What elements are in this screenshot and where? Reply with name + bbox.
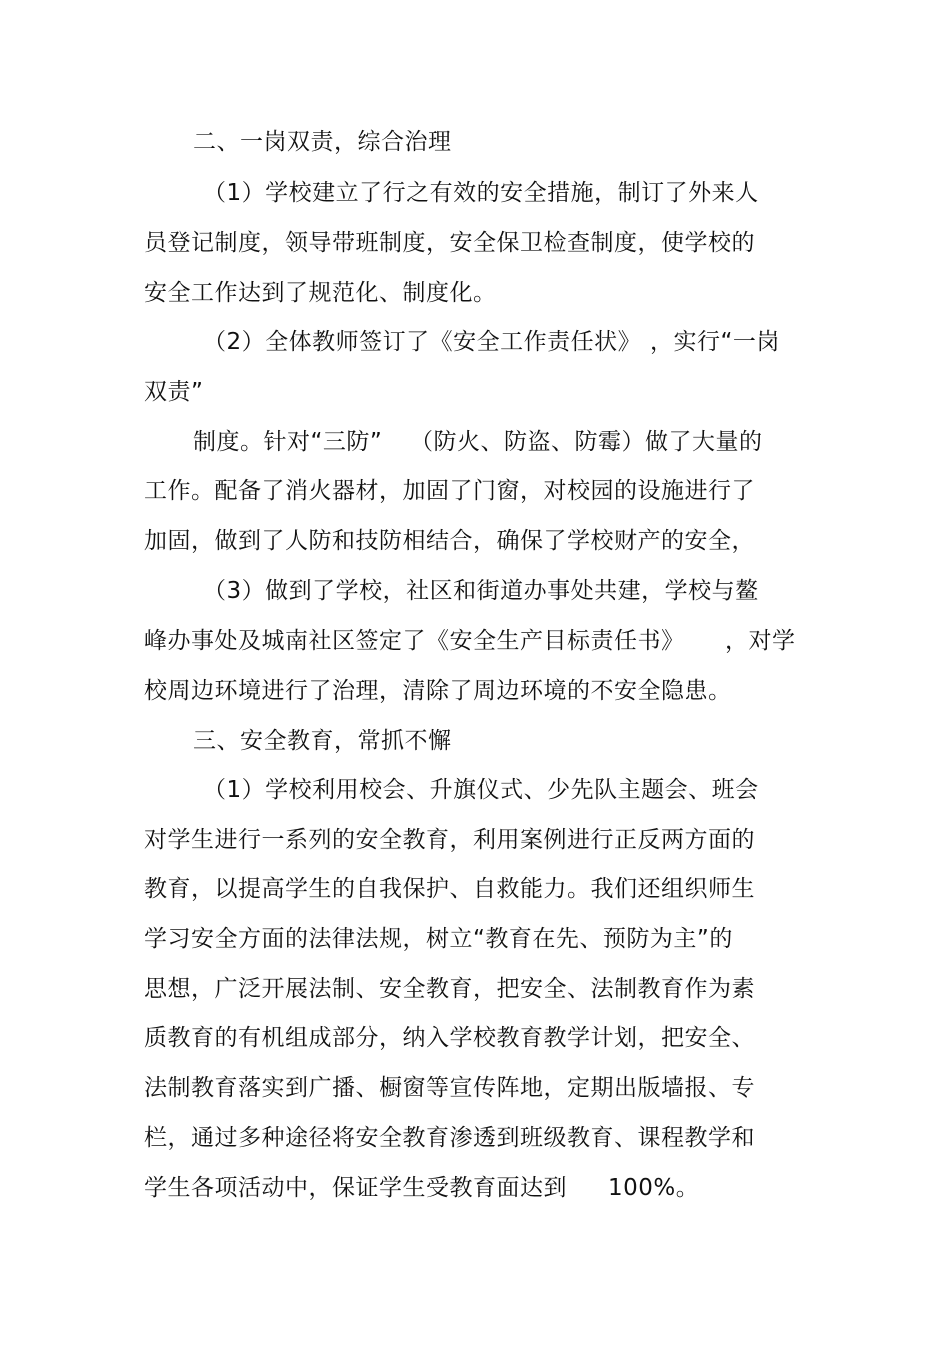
paragraph-line-fragment: （防火、防盗、防霉）做了大量的 bbox=[410, 429, 763, 455]
paragraph-line: 峰办事处及城南社区签定了《安全生产目标责任书》 bbox=[144, 628, 685, 654]
paragraph-line: 思想，广泛开展法制、安全教育，把安全、法制教育作为素 bbox=[144, 976, 755, 1002]
paragraph-line: （3）做到了学校，社区和街道办事处共建，学校与鳌 bbox=[203, 578, 759, 604]
paragraph-line: 双责” bbox=[144, 379, 204, 405]
section-heading-3: 三、安全教育，常抓不懈 bbox=[193, 728, 452, 754]
paragraph-line: 安全工作达到了规范化、制度化。 bbox=[144, 280, 497, 306]
paragraph-line: （1）学校利用校会、升旗仪式、少先队主题会、班会 bbox=[203, 777, 759, 803]
paragraph-line-fragment: ，实行“一岗 bbox=[650, 329, 780, 355]
paragraph-line: 教育，以提高学生的自我保护、自救能力。我们还组织师生 bbox=[144, 876, 755, 902]
section-heading-2: 二、一岗双责，综合治理 bbox=[193, 129, 452, 155]
paragraph-line: （1）学校建立了行之有效的安全措施，制订了外来人 bbox=[203, 180, 759, 206]
paragraph-line: 校周边环境进行了治理，清除了周边环境的不安全隐患。 bbox=[144, 678, 732, 704]
paragraph-line-fragment: 100%。 bbox=[608, 1175, 700, 1201]
paragraph-line-fragment: ，对学 bbox=[725, 628, 796, 654]
paragraph-line: 质教育的有机组成部分，纳入学校教育教学计划，把安全、 bbox=[144, 1025, 755, 1051]
paragraph-line: 加固，做到了人防和技防相结合，确保了学校财产的安全， bbox=[144, 528, 755, 554]
paragraph-line: 栏，通过多种途径将安全教育渗透到班级教育、课程教学和 bbox=[144, 1125, 755, 1151]
paragraph-line: 学习安全方面的法律法规，树立“教育在先、预防为主”的 bbox=[144, 926, 733, 952]
paragraph-line: 制度。针对“三防” bbox=[193, 429, 383, 455]
paragraph-line: 法制教育落实到广播、橱窗等宣传阵地，定期出版墙报、专 bbox=[144, 1075, 755, 1101]
paragraph-line: （2）全体教师签订了《安全工作责任状》 bbox=[203, 329, 642, 355]
paragraph-line: 学生各项活动中，保证学生受教育面达到 bbox=[144, 1175, 567, 1201]
paragraph-line: 员登记制度，领导带班制度，安全保卫检查制度，使学校的 bbox=[144, 230, 755, 256]
paragraph-line: 对学生进行一系列的安全教育，利用案例进行正反两方面的 bbox=[144, 827, 755, 853]
paragraph-line: 工作。配备了消火器材，加固了门窗，对校园的设施进行了 bbox=[144, 478, 755, 504]
